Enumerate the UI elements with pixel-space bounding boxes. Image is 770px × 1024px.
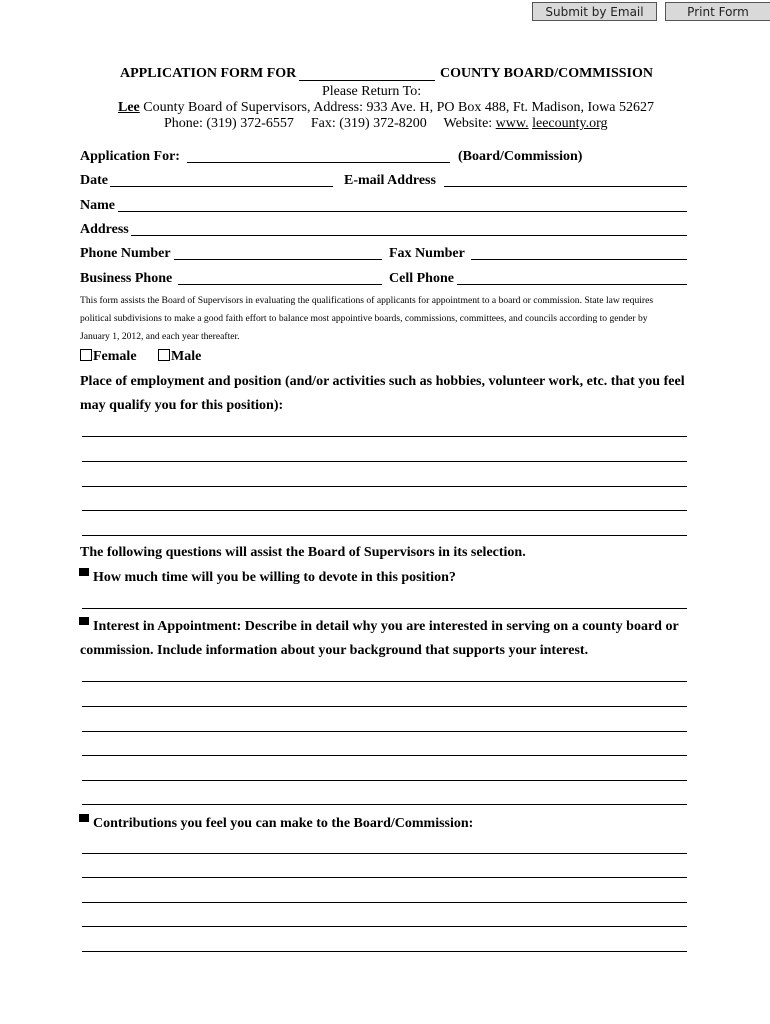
questions-intro: The following questions will assist the Board of Supervisors in its selection. [80, 545, 526, 560]
cell-phone-label: Cell Phone [389, 271, 454, 286]
employment-answer-line[interactable] [82, 486, 687, 487]
website-domain[interactable]: leecounty.org [532, 116, 608, 131]
interest-answer-line[interactable] [82, 755, 687, 756]
employment-answer-line[interactable] [82, 436, 687, 437]
business-phone-label: Business Phone [80, 271, 173, 286]
submit-by-email-button[interactable]: Submit by Email [532, 2, 657, 21]
interest-answer-line[interactable] [82, 804, 687, 805]
male-checkbox[interactable] [158, 349, 170, 361]
name-label: Name [80, 198, 115, 213]
contributions-answer-line[interactable] [82, 926, 687, 927]
print-form-button[interactable]: Print Form [665, 2, 770, 21]
county-name: Lee [118, 100, 140, 115]
contributions-answer-line[interactable] [82, 853, 687, 854]
employment-answer-line[interactable] [82, 535, 687, 536]
contributions-question: Contributions you feel you can make to the Board/Commission: [93, 816, 474, 831]
website-label: Website: [443, 116, 493, 131]
bullet-square-icon [79, 814, 89, 822]
bullet-square-icon [79, 568, 89, 576]
male-option[interactable] [158, 349, 201, 365]
address-field[interactable] [131, 235, 687, 236]
contributions-answer-line[interactable] [82, 877, 687, 878]
address-text: County Board of Supervisors, Address: 933 Ave. H, PO Box 488, Ft. Madison, Iowa 52627 [143, 100, 654, 115]
county-name-blank[interactable] [299, 80, 435, 81]
interest-question-line-2: commission. Include information about your background that supports your interest. [80, 643, 589, 658]
female-label: Female [93, 349, 137, 364]
phone-number-label: Phone Number [80, 246, 171, 261]
contributions-answer-line[interactable] [82, 951, 687, 952]
contact-line [164, 116, 608, 132]
time-answer-line[interactable] [82, 608, 687, 609]
fax-number-field[interactable] [471, 259, 687, 260]
fax-text: Fax: (319) 372-8200 [310, 116, 427, 131]
form-title-left: APPLICATION FORM FOR [120, 66, 297, 81]
return-to-label: Please Return To: [322, 84, 422, 99]
return-address [118, 100, 654, 116]
female-option[interactable] [80, 349, 137, 365]
notice-line-2: political subdivisions to make a good faith effort to balance most appointive boards, commissions, committees, and councils according to gender by [80, 313, 648, 324]
bullet-square-icon [79, 617, 89, 625]
fax-number-label: Fax Number [389, 246, 465, 261]
email-field[interactable] [444, 186, 687, 187]
form-title-right: COUNTY BOARD/COMMISSION [440, 66, 653, 81]
notice-line-3: January 1, 2012, and each year thereafter. [80, 331, 240, 342]
employment-answer-line[interactable] [82, 510, 687, 511]
address-label: Address [80, 222, 129, 237]
email-label: E-mail Address [344, 173, 436, 188]
employment-answer-line[interactable] [82, 461, 687, 462]
male-label: Male [171, 349, 202, 364]
phone-number-field[interactable] [174, 259, 382, 260]
employment-prompt-line-2: may qualify you for this position): [80, 398, 284, 413]
business-phone-field[interactable] [178, 284, 382, 285]
notice-line-1: This form assists the Board of Supervisors in evaluating the qualifications of applicants for appointment to a board or commission. State law requires [80, 295, 654, 306]
phone-text: Phone: (319) 372-6557 [164, 116, 294, 131]
time-question: How much time will you be willing to devote in this position? [93, 570, 456, 585]
date-label: Date [80, 173, 108, 188]
interest-question-line-1: Interest in Appointment: Describe in detail why you are interested in serving on a county board or [93, 619, 679, 634]
application-for-label: Application For: [80, 149, 180, 164]
application-for-field[interactable] [187, 162, 450, 163]
cell-phone-field[interactable] [457, 284, 687, 285]
interest-answer-line[interactable] [82, 681, 687, 682]
interest-answer-line[interactable] [82, 706, 687, 707]
date-field[interactable] [110, 186, 333, 187]
employment-prompt-line-1: Place of employment and position (and/or activities such as hobbies, volunteer work, etc. that you feel [80, 374, 685, 389]
contributions-answer-line[interactable] [82, 902, 687, 903]
interest-answer-line[interactable] [82, 731, 687, 732]
name-field[interactable] [118, 211, 687, 212]
board-commission-label: (Board/Commission) [458, 149, 583, 164]
website-www[interactable]: www. [495, 116, 529, 131]
interest-answer-line[interactable] [82, 780, 687, 781]
female-checkbox[interactable] [80, 349, 92, 361]
